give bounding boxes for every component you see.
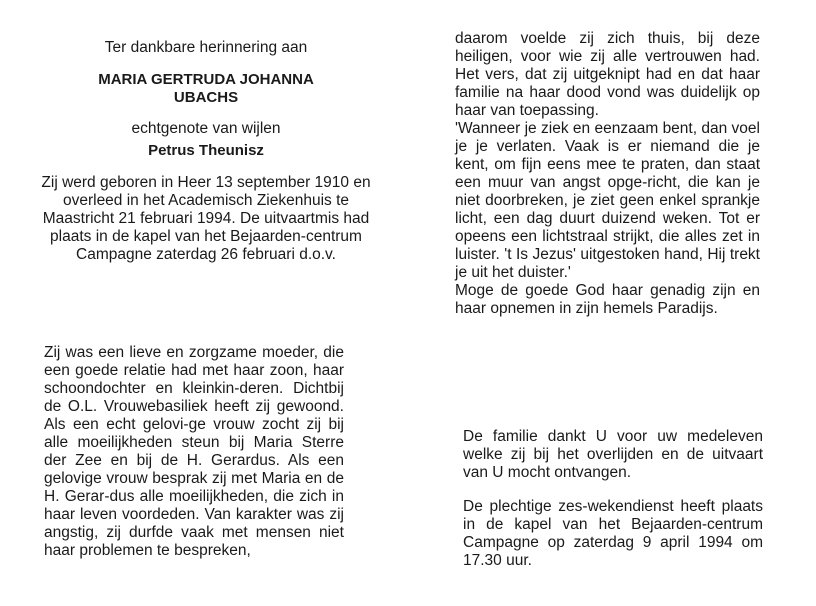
thanks-block — [463, 428, 763, 482]
right-para-1: daarom voelde zij zich thuis, bij deze heiligen, voor wie zij alle vertrouwen had. Het vers, dat zij uitgeknipt had en dat haar familie na haar dood vond was duidelijk op haar van toepassing. — [455, 30, 760, 119]
deceased-name-line1: MARIA GERTRUDA JOHANNA — [98, 71, 314, 88]
service-block — [463, 498, 763, 570]
poem-text: 'Wanneer je ziek en eenzaam bent, dan voel je je verlaten. Vaak is er niemand die je kent, om fijn eens mee te praten, dan staat een muur van angst opge-richt, die kan je niet doorbreken, je ziet geen enkel sprankje licht, een dag duurt duizend weken. Tot er opeens een lichtstraal strijkt, die alles zet in luister. 't Is Jezus' uitgestoken hand, Hij trekt je uit het duister.' — [455, 120, 760, 281]
character-text: Zij was een lieve en zorgzame moeder, die een goede relatie had met haar zoon, haar schoondochter en kleinkin-deren. Dichtbij de O.L. Vrouwebasiliek heeft zij gewoond. Als een echt gelovi-ge vrouw zocht zij bij alle moeilijkheden steun bij Maria Sterre der Zee en bij de H. Gerardus. Als een gelovige vrouw besprak zij met Maria en de H. Gerar-dus alle moeilijkheden, die zich in haar leven voordeden. Van karakter was zij angstig, zij durfde vaak met mensen niet haar problemen te bespreken, — [44, 344, 344, 559]
left-header-block — [30, 38, 382, 264]
deceased-name-line2: UBACHS — [173, 89, 239, 106]
biography-text: Zij werd geboren in Heer 13 september 1910 en overleed in het Academisch Ziekenhuis te Maastricht 21 februari 1994. De uitvaartmis had plaats in de kapel van het Bejaarden-centrum Campagne zaterdag 26 februari d.o.v. — [41, 174, 371, 263]
spouse-name: Petrus Theunisz — [148, 142, 264, 159]
service-text: De plechtige zes-wekendienst heeft plaats in de kapel van het Bejaarden-centrum Campagne op zaterdag 9 april 1994 om 17.30 uur. — [463, 498, 763, 569]
thanks-text: De familie dankt U voor uw medeleven welke zij bij het overlijden en de uitvaart van U mocht ontvangen. — [463, 428, 763, 481]
spouse-label: echtgenote van wijlen — [131, 120, 281, 137]
right-text-block — [455, 30, 760, 318]
prayer-text: Moge de goede God haar genadig zijn en haar opnemen in zijn hemels Paradijs. — [455, 282, 760, 317]
left-body-block — [44, 344, 344, 560]
intro-text: Ter dankbare herinnering aan — [104, 39, 308, 56]
